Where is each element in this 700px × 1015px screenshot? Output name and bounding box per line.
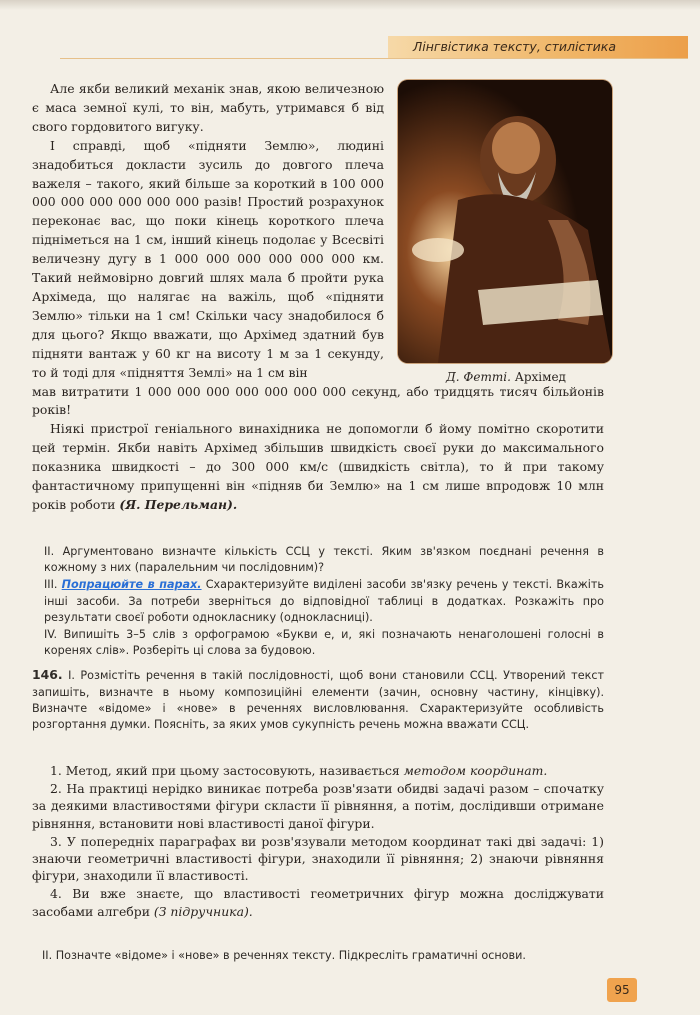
- paragraph-1: Але якби великий механік знав, якою величезною є маса земної кулі, то він, мабуть, утримався б від свого гордовитого вигуку.: [32, 81, 384, 134]
- caption-author: Д. Фетті.: [446, 370, 511, 384]
- exercise-sentences: [32, 762, 604, 921]
- section-title: Лінгвістика тексту, стилістика: [412, 39, 616, 54]
- page-top-edge: [0, 0, 700, 10]
- task-4: IV. Випишіть 3–5 слів з орфограмою «Букви е, и, які позначають ненаголошені голосні в коренях слів». Розберіть ці слова за будовою.: [44, 628, 604, 658]
- task-list: [32, 544, 604, 734]
- exercise-number: 146.: [32, 667, 63, 683]
- page-number: 95: [607, 978, 637, 1002]
- task-3: [32, 577, 604, 626]
- paragraph-2-continued: мав витратити 1 000 000 000 000 000 000 000 секунд, або тридцять тисяч більйонів років!: [32, 383, 604, 418]
- sentence-4-citation: (З підручника).: [153, 903, 253, 919]
- paragraph-3-citation: (Я. Перельман).: [119, 496, 238, 512]
- sentence-3: 3. У попередніх параграфах ви розв'язували методом координат такі дві задачі: 1) знаючи геометричні властивості фігури, знаходили її рівняння; 2) знаючи рівняння фігури, знаходили її властивості.: [32, 833, 604, 884]
- sentence-4-text: 4. Ви вже знаєте, що властивості геометричних фігур можна досліджувати засобами алгебри: [32, 886, 604, 919]
- exercise-146: [32, 667, 604, 733]
- sentence-1-term: методом координат.: [403, 763, 548, 778]
- paragraph-2: І справді, щоб «підняти Землю», людині знадобиться докласти зусиль до довгого плеча важеля – такого, який більше за короткий в 100 000 000 000 000 000 000 000 разів! Простий розрахунок переконає вас, що поки кінець короткого плеча підніметься на 1 см, інший кінець подолає у Всесвіті величезну дугу в 1 000 000 000 000 000 000 км. Такий неймовірно довгий шлях мала б пройти рука Архімеда, що налягає на важіль, щоб «підняти Землю» тільки на 1 см! Скільки часу знадобилося б для цього? Якщо вважати, що Архімед здатний був підняти вантаж у 60 кг на висоту 1 м за 1 секунду, то й тоді для «підняття Землі» на 1 см він: [32, 137, 384, 380]
- sentence-1: [32, 762, 604, 779]
- sentence-4: [32, 885, 604, 919]
- task-3-text: Схарактеризуйте виділені засоби зв'язку речень у тексті. Вкажіть інші засоби. За потреби зверніться до відповідної таблиці в додатках. Розкажіть про результати своєї роботи однокласнику (однокласниці).: [44, 578, 605, 624]
- paragraph-3-text: Ніякі пристрої геніального винахідника не допомогли б йому помітно скоротити цей термін. Якби навіть Архімед збільшив швидкість своєї руки до максимального показника швидкості – до 300 000 км/с (швидкість світла), то й при такому фантастичному припущенні він «підняв би Землю» на 1 см лише впродовж 10 млн років роботи: [32, 421, 604, 512]
- caption-title: Архімед: [514, 370, 566, 384]
- exercise-task-1: І. Розмістіть речення в такій послідовності, щоб вони становили ССЦ. Утворений текст запишіть, визначте в ньому композиційні елементи (зачин, основну частину, кінцівку). Визначте «відоме» і «нове» в реченнях висловлювання. Схарактеризуйте особливість розгортання думки. Поясніть, за яких умов сукупність речень можна вважати ССЦ.: [32, 669, 605, 732]
- task-3-number: III.: [44, 578, 58, 592]
- header-rule: [60, 58, 688, 59]
- pair-work-link[interactable]: Попрацюйте в парах.: [61, 578, 202, 592]
- main-text: [32, 80, 604, 515]
- sentence-2: 2. На практиці нерідко виникає потреба розв'язати обидві задачі разом – спочатку за деякими властивостями фігури скласти її рівняння, а потім, дослідивши отримане рівняння, встановити нові властивості даної фігури.: [32, 781, 604, 831]
- task-2: II. Аргументовано визначте кількість ССЦ у тексті. Яким зв'язком поєднані речення в кожному з них (паралельним чи послідовним)?: [44, 545, 604, 575]
- paragraph-3: [32, 420, 604, 515]
- exercise-task-2: II. Позначте «відоме» і «нове» в реченнях тексту. Підкресліть граматичні основи.: [42, 949, 526, 962]
- sentence-1-text: 1. Метод, який при цьому застосовують, називається: [50, 763, 400, 778]
